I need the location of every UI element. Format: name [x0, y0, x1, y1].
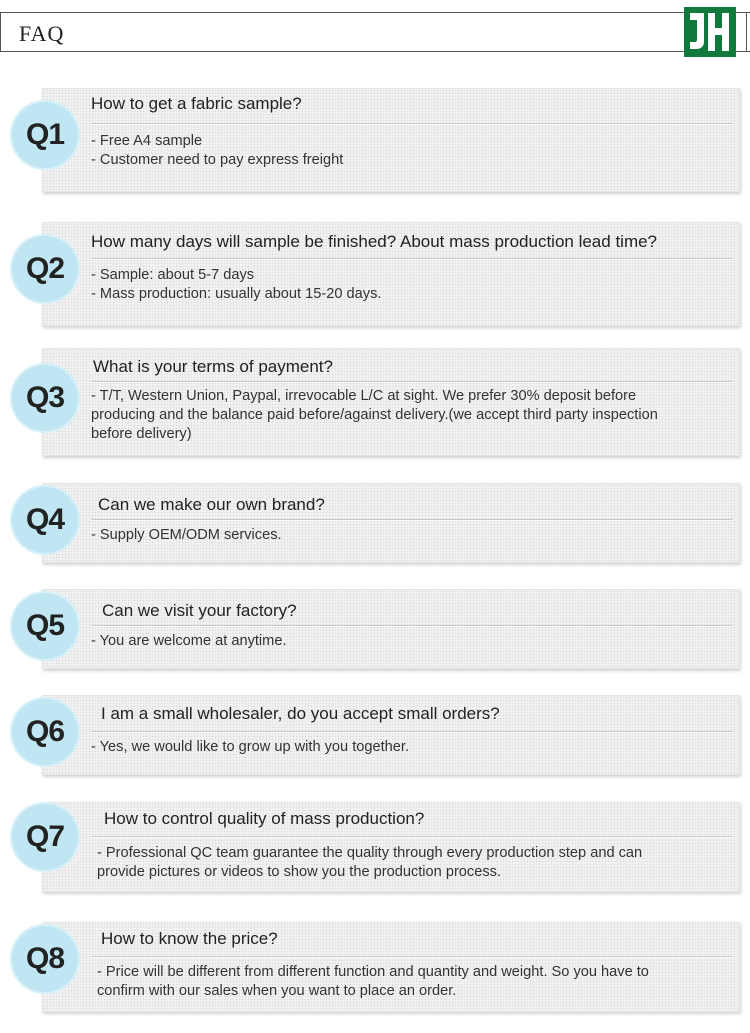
answer-line: - Supply OEM/ODM services.: [91, 527, 282, 543]
faq-card: [42, 802, 740, 892]
answer-line: - Sample: about 5-7 days: [91, 267, 255, 283]
faq-card: [42, 222, 740, 326]
answer-line: provide pictures or videos to show you the production process.: [97, 864, 501, 880]
question-badge: Q4: [10, 485, 80, 555]
faq-question: Can we make our own brand?: [98, 495, 325, 514]
faq-card: [42, 922, 740, 1012]
answer-line: - Yes, we would like to grow up with you together.: [91, 739, 410, 755]
page-title: FAQ: [19, 21, 65, 46]
faq-question: How to get a fabric sample?: [91, 94, 302, 113]
faq-answer: [91, 266, 381, 304]
divider: [91, 836, 733, 838]
faq-answer: [91, 632, 287, 651]
divider: [91, 731, 733, 733]
header-box: [0, 12, 747, 52]
faq-card: [42, 483, 740, 563]
answer-line: producing and the balance paid before/against delivery.(we accept third party inspection: [91, 407, 658, 423]
divider: [91, 381, 733, 383]
faq-answer: [91, 387, 658, 444]
question-badge: Q5: [10, 591, 80, 661]
divider: [91, 625, 733, 627]
divider: [91, 123, 733, 125]
faq-question: How to know the price?: [101, 929, 278, 948]
jh-logo-icon: [684, 7, 736, 57]
faq-answer: [91, 526, 282, 545]
faq-answer: [91, 738, 409, 757]
faq-answer: [91, 132, 343, 170]
answer-line: - Customer need to pay express freight: [91, 152, 344, 168]
faq-card: [42, 695, 740, 775]
answer-line: - Mass production: usually about 15-20 days.: [91, 286, 382, 302]
question-badge: Q2: [10, 234, 80, 304]
answer-line: - Price will be different from different function and quantity and weight. So you have to: [97, 964, 649, 980]
faq-question: How many days will sample be finished? About mass production lead time?: [91, 232, 658, 251]
faq-card: [42, 589, 740, 669]
question-badge: Q8: [10, 924, 80, 994]
faq-answer: [97, 844, 642, 882]
divider: [91, 258, 733, 260]
question-badge: Q7: [10, 802, 80, 872]
answer-line: before delivery): [91, 426, 192, 442]
faq-question: I am a small wholesaler, do you accept small orders?: [101, 704, 500, 723]
faq-card: [42, 348, 740, 456]
question-badge: Q6: [10, 697, 80, 767]
faq-question: How to control quality of mass production?: [104, 809, 425, 828]
answer-line: - You are welcome at anytime.: [91, 633, 287, 649]
faq-question: Can we visit your factory?: [102, 601, 297, 620]
divider: [91, 956, 733, 958]
answer-line: confirm with our sales when you want to place an order.: [97, 983, 457, 999]
faq-question: What is your terms of payment?: [93, 357, 333, 376]
page-header: [0, 12, 750, 52]
question-badge: Q3: [10, 363, 80, 433]
answer-line: - T/T, Western Union, Paypal, irrevocable L/C at sight. We prefer 30% deposit before: [91, 388, 637, 404]
divider: [91, 519, 733, 521]
question-badge: Q1: [10, 100, 80, 170]
answer-line: - Free A4 sample: [91, 133, 203, 149]
faq-answer: [97, 963, 649, 1001]
faq-card: [42, 88, 740, 192]
answer-line: - Professional QC team guarantee the quality through every production step and can: [97, 845, 643, 861]
